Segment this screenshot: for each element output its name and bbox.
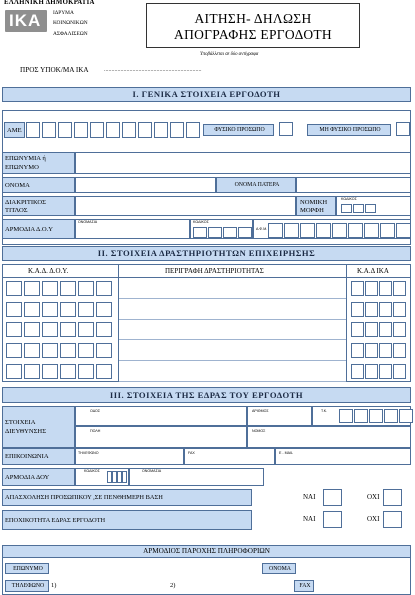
title-line-1: ΑΙΤΗΣΗ- ΔΗΛΩΣΗ bbox=[194, 11, 312, 26]
afm-digit-box[interactable] bbox=[348, 223, 363, 238]
tax-office-2-label: ΑΡΜΟΔΙΑ ΔΟΥ bbox=[2, 468, 75, 486]
address-label-1: ΣΤΟΙΧΕΙΑ bbox=[5, 419, 36, 426]
contact-fax-label: FAX bbox=[294, 580, 314, 592]
kad-doy-digit-box[interactable] bbox=[60, 322, 76, 337]
ika-logo bbox=[5, 10, 47, 32]
phone-field[interactable] bbox=[75, 448, 184, 465]
afm-digit-box[interactable] bbox=[380, 223, 395, 238]
to-branch-label: ΠΡΟΣ ΥΠΟΚ/ΜΑ ΙΚΑ bbox=[20, 66, 89, 74]
kad-doy-digit-box[interactable] bbox=[60, 364, 76, 379]
legal-form-code-box[interactable] bbox=[341, 204, 352, 213]
activity-description-line[interactable] bbox=[119, 298, 346, 299]
col-kad-ika: Κ.Α.Δ ΙΚΑ bbox=[357, 267, 389, 275]
trade-title-label-2: ΤΙΤΛΟΣ bbox=[5, 206, 28, 214]
kad-doy-digit-box[interactable] bbox=[24, 364, 40, 379]
first-name-field[interactable] bbox=[75, 177, 216, 193]
street-field[interactable] bbox=[75, 406, 247, 426]
afm-digit-box[interactable] bbox=[284, 223, 299, 238]
ame-digit-box[interactable] bbox=[26, 122, 40, 138]
email-label: E - MAIL bbox=[279, 451, 293, 455]
kad-ika-digit-box[interactable] bbox=[393, 364, 406, 379]
father-name-field[interactable] bbox=[296, 177, 411, 193]
seasonal-no-checkbox[interactable] bbox=[383, 511, 402, 528]
tk-label: Τ.Κ. bbox=[321, 409, 328, 413]
kad-ika-digit-box[interactable] bbox=[365, 281, 378, 296]
col-description: ΠΕΡΙΓΡΑΦΗ ΔΡΑΣΤΗΡΙΟΤΗΤΑΣ bbox=[165, 267, 264, 275]
col-kad-doy: Κ.Α.Δ. Δ.Ο.Υ. bbox=[28, 267, 69, 275]
fax-field[interactable] bbox=[184, 448, 275, 465]
kad-doy-digit-box[interactable] bbox=[42, 343, 58, 358]
afm-digit-box[interactable] bbox=[332, 223, 347, 238]
afm-digit-box[interactable] bbox=[396, 223, 411, 238]
tax-office-code-field[interactable] bbox=[190, 219, 253, 239]
company-name-field[interactable] bbox=[75, 152, 411, 174]
afm-digit-box[interactable] bbox=[300, 223, 315, 238]
tax-office-code-label: ΚΩΔΙΚΟΣ bbox=[193, 220, 209, 224]
kad-ika-digit-box[interactable] bbox=[365, 343, 378, 358]
contact-phone-1: 1) bbox=[51, 582, 57, 589]
seasonal-yes-checkbox[interactable] bbox=[323, 511, 342, 528]
kad-ika-digit-box[interactable] bbox=[351, 302, 364, 317]
prefecture-field[interactable] bbox=[247, 426, 411, 448]
kad-ika-digit-box[interactable] bbox=[393, 322, 406, 337]
tax-office-label: ΑΡΜΟΔΙΑ Δ.Ο.Υ bbox=[2, 219, 75, 239]
kad-doy-digit-box[interactable] bbox=[24, 343, 40, 358]
kad-ika-digit-box[interactable] bbox=[379, 364, 392, 379]
tk-digit-box[interactable] bbox=[399, 409, 413, 423]
kad-ika-digit-box[interactable] bbox=[365, 322, 378, 337]
contact-phone-2: 2) bbox=[170, 582, 176, 589]
legal-form-code-box[interactable] bbox=[365, 204, 376, 213]
tax-office-2-code-box[interactable] bbox=[122, 471, 127, 483]
ame-digit-box[interactable] bbox=[138, 122, 152, 138]
title-box bbox=[146, 3, 360, 48]
seasonal-label: ΕΠΟΧΙΚΟΤΗΤΑ ΕΔΡΑΣ ΕΡΓΟΔΟΤΗ bbox=[2, 510, 252, 530]
number-label: ΑΡΙΘΜΟΣ bbox=[252, 409, 269, 413]
org-line-3: ΑΣΦΑΛΙΣΕΩΝ bbox=[53, 31, 88, 37]
republic-label: ΕΛΛΗΝΙΚΗ ΔΗΜΟΚΡΑΤΙΑ bbox=[4, 0, 95, 6]
kad-doy-digit-box[interactable] bbox=[96, 343, 112, 358]
kad-ika-digit-box[interactable] bbox=[351, 343, 364, 358]
tk-digit-box[interactable] bbox=[384, 409, 398, 423]
contact-label: ΕΠΙΚΟΙΝΩΝΙΑ bbox=[2, 448, 75, 465]
kad-doy-digit-box[interactable] bbox=[78, 343, 94, 358]
tax-office-name-label: ΟΝΟΜΑΣΙΑ bbox=[78, 220, 98, 224]
tax-office-name-field[interactable] bbox=[75, 219, 190, 239]
kad-ika-digit-box[interactable] bbox=[393, 343, 406, 358]
legal-form-label-1: ΝΟΜΙΚΗ bbox=[300, 199, 328, 206]
trade-title-label-1: ΔΙΑΚΡΙΤΙΚΟΣ bbox=[5, 199, 46, 206]
prefecture-label: ΝΟΜΟΣ bbox=[252, 429, 266, 433]
ame-digit-box[interactable] bbox=[106, 122, 120, 138]
ame-digit-box[interactable] bbox=[122, 122, 136, 138]
kad-doy-digit-box[interactable] bbox=[96, 364, 112, 379]
title-line-2: ΑΠΟΓΡΑΦΗΣ ΕΡΓΟΔΟΤΗ bbox=[174, 27, 332, 42]
fulltime-no-checkbox[interactable] bbox=[383, 489, 402, 506]
kad-doy-digit-box[interactable] bbox=[6, 322, 22, 337]
trade-title-label bbox=[2, 196, 75, 216]
tk-digit-box[interactable] bbox=[354, 409, 368, 423]
company-name-label-1: ΕΠΩΝΥΜΙΑ ή bbox=[5, 155, 46, 162]
tax-office-code-box[interactable] bbox=[238, 227, 252, 238]
kad-doy-digit-box[interactable] bbox=[42, 302, 58, 317]
afm-digit-box[interactable] bbox=[316, 223, 331, 238]
col-divider-1 bbox=[118, 264, 119, 382]
to-branch-input[interactable]: ................................................................. bbox=[104, 67, 202, 73]
legal-form-label-2: ΜΟΡΦΗ bbox=[300, 206, 324, 214]
city-label: ΠΟΛΗ bbox=[90, 429, 101, 433]
tax-office-2-name-label: ΟΝΟΜΑΣΙΑ bbox=[142, 469, 162, 473]
kad-doy-digit-box[interactable] bbox=[6, 364, 22, 379]
section-2-title: ΙΙ. ΣΤΟΙΧΕΙΑ ΔΡΑΣΤΗΡΙΟΤΗΤΩΝ ΕΠΙΧΕΙΡΗΣΗΣ bbox=[2, 246, 411, 261]
kad-doy-digit-box[interactable] bbox=[96, 322, 112, 337]
fulltime-yes-checkbox[interactable] bbox=[323, 489, 342, 506]
kad-ika-digit-box[interactable] bbox=[379, 302, 392, 317]
kad-doy-digit-box[interactable] bbox=[96, 302, 112, 317]
ika-logo-text: IKA bbox=[9, 11, 42, 30]
afm-digit-box[interactable] bbox=[268, 223, 283, 238]
kad-ika-digit-box[interactable] bbox=[351, 364, 364, 379]
fulltime-no-label: ΟΧΙ bbox=[367, 493, 380, 501]
number-field[interactable] bbox=[247, 406, 312, 426]
kad-doy-digit-box[interactable] bbox=[24, 322, 40, 337]
company-name-label bbox=[2, 152, 75, 174]
kad-doy-digit-box[interactable] bbox=[6, 343, 22, 358]
company-name-label-2: ΕΠΩΝΥΜΟ bbox=[5, 163, 39, 171]
kad-doy-digit-box[interactable] bbox=[78, 281, 94, 296]
natural-person-label: ΦΥΣΙΚΟ ΠΡΟΣΩΠΟ bbox=[203, 124, 274, 136]
tax-office-2-code-label: ΚΩΔΙΚΟΣ bbox=[84, 469, 100, 473]
ame-digit-box[interactable] bbox=[170, 122, 184, 138]
ame-digit-box[interactable] bbox=[90, 122, 104, 138]
afm-label: Α.Φ.Μ. bbox=[256, 227, 268, 231]
fulltime-yes-label: ΝΑΙ bbox=[303, 493, 316, 501]
ame-digit-box[interactable] bbox=[154, 122, 168, 138]
kad-ika-digit-box[interactable] bbox=[351, 322, 364, 337]
kad-ika-digit-box[interactable] bbox=[393, 281, 406, 296]
phone-label: ΤΗΛΕΦΩΝΟ bbox=[78, 451, 99, 455]
address-label bbox=[2, 406, 75, 448]
legal-form-code-label: ΚΩΔΙΚΟΣ bbox=[341, 197, 357, 201]
tax-office-2-code-field[interactable] bbox=[75, 468, 129, 486]
kad-doy-digit-box[interactable] bbox=[78, 364, 94, 379]
contact-surname-label: ΕΠΩΝΥΜΟ bbox=[5, 563, 49, 574]
trade-title-field[interactable] bbox=[75, 196, 296, 216]
kad-doy-digit-box[interactable] bbox=[42, 364, 58, 379]
section-3-title: ΙΙΙ. ΣΤΟΙΧΕΙΑ ΤΗΣ ΕΔΡΑΣ ΤΟΥ ΕΡΓΟΔΟΤΗ bbox=[2, 387, 411, 403]
tax-office-code-box[interactable] bbox=[223, 227, 237, 238]
kad-doy-digit-box[interactable] bbox=[96, 281, 112, 296]
legal-person-checkbox[interactable] bbox=[396, 122, 410, 136]
natural-person-checkbox[interactable] bbox=[279, 122, 293, 136]
section-1-title: Ι. ΓΕΝΙΚΑ ΣΤΟΙΧΕΙΑ ΕΡΓΟΔΟΤΗ bbox=[2, 87, 411, 102]
city-field[interactable] bbox=[75, 426, 247, 448]
activity-description-line[interactable] bbox=[119, 360, 346, 361]
kad-doy-digit-box[interactable] bbox=[60, 302, 76, 317]
legal-person-label: ΜΗ ΦΥΣΙΚΟ ΠΡΟΣΩΠΟ bbox=[307, 124, 391, 136]
subtitle: Υποβάλλεται σε δύο αντίγραφα bbox=[200, 52, 259, 57]
kad-ika-digit-box[interactable] bbox=[365, 302, 378, 317]
kad-doy-digit-box[interactable] bbox=[78, 322, 94, 337]
seasonal-yes-label: ΝΑΙ bbox=[303, 515, 316, 523]
kad-doy-digit-box[interactable] bbox=[42, 281, 58, 296]
tax-office-code-box[interactable] bbox=[208, 227, 222, 238]
kad-doy-digit-box[interactable] bbox=[60, 343, 76, 358]
address-label-2: ΔΙΕΥΘΥΝΣΗΣ bbox=[5, 427, 47, 435]
activity-description-line[interactable] bbox=[119, 381, 346, 382]
afm-field[interactable] bbox=[253, 219, 411, 239]
kad-ika-digit-box[interactable] bbox=[379, 281, 392, 296]
kad-ika-digit-box[interactable] bbox=[351, 281, 364, 296]
header-divider bbox=[2, 277, 411, 278]
contact-name-label: ΟΝΟΜΑ bbox=[262, 563, 296, 574]
tk-digit-box[interactable] bbox=[339, 409, 353, 423]
tax-office-code-box[interactable] bbox=[193, 227, 207, 238]
legal-form-label bbox=[296, 196, 336, 216]
activity-description-line[interactable] bbox=[119, 339, 346, 340]
contact-phone-label: ΤΗΛΕΦΩΝΟ bbox=[5, 580, 49, 592]
kad-doy-digit-box[interactable] bbox=[24, 281, 40, 296]
kad-ika-digit-box[interactable] bbox=[365, 364, 378, 379]
ame-label: ΑΜΕ bbox=[4, 122, 25, 138]
org-line-2: ΚΟΙΝΩΝΙΚΩΝ bbox=[53, 20, 88, 26]
first-name-label: ΟΝΟΜΑ bbox=[2, 177, 75, 193]
kad-doy-digit-box[interactable] bbox=[42, 322, 58, 337]
legal-form-code-box[interactable] bbox=[353, 204, 364, 213]
kad-ika-digit-box[interactable] bbox=[393, 302, 406, 317]
kad-doy-digit-box[interactable] bbox=[6, 281, 22, 296]
street-label: ΟΔΟΣ bbox=[90, 409, 101, 413]
tk-field[interactable] bbox=[312, 406, 411, 426]
kad-ika-digit-box[interactable] bbox=[379, 322, 392, 337]
fax-label: FAX bbox=[188, 451, 195, 455]
father-name-label: ΟΝΟΜΑ ΠΑΤΕΡΑ bbox=[216, 177, 296, 193]
col-divider-2 bbox=[346, 264, 347, 382]
email-field[interactable] bbox=[275, 448, 411, 465]
kad-doy-digit-box[interactable] bbox=[24, 302, 40, 317]
ame-digit-box[interactable] bbox=[186, 122, 200, 138]
ame-digit-box[interactable] bbox=[42, 122, 56, 138]
kad-doy-digit-box[interactable] bbox=[60, 281, 76, 296]
ame-digit-box[interactable] bbox=[74, 122, 88, 138]
tk-digit-box[interactable] bbox=[369, 409, 383, 423]
afm-digit-box[interactable] bbox=[364, 223, 379, 238]
fulltime-label: ΑΠΑΣΧΟΛΗΣΗ ΠΡΟΣΩΠΙΚΟΥ ,ΣΕ ΠΕΝΘΗΜΕΡΗ ΒΑΣΗ bbox=[2, 489, 252, 506]
tax-office-2-name-field[interactable] bbox=[129, 468, 264, 486]
seasonal-no-label: ΟΧΙ bbox=[367, 515, 380, 523]
kad-ika-digit-box[interactable] bbox=[379, 343, 392, 358]
ame-digit-box[interactable] bbox=[58, 122, 72, 138]
legal-form-field[interactable] bbox=[336, 196, 411, 216]
org-line-1: ΙΔΡΥΜΑ bbox=[53, 10, 74, 16]
kad-doy-digit-box[interactable] bbox=[6, 302, 22, 317]
activity-description-line[interactable] bbox=[119, 319, 346, 320]
kad-doy-digit-box[interactable] bbox=[78, 302, 94, 317]
contact-person-title: ΑΡΜΟΔΙΟΣ ΠΑΡΟΧΗΣ ΠΛΗΡΟΦΟΡΙΩΝ bbox=[2, 545, 411, 558]
